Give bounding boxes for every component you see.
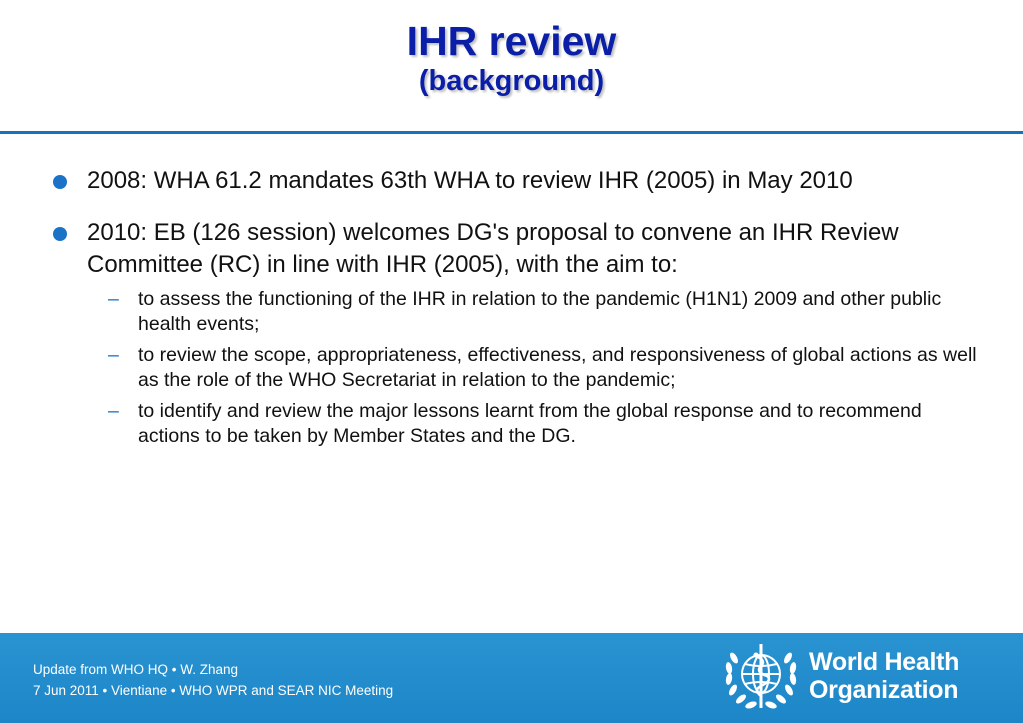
bullet-list: [50, 165, 980, 469]
sub-bullet-text: to identify and review the major lessons learnt from the global response and to recommend actions to be taken by Member States and the DG.: [138, 400, 922, 447]
who-logo-text: [809, 648, 959, 704]
sub-bullet-text: to review the scope, appropriateness, effectiveness, and responsiveness of global actions as well as the role of the WHO Secretariat in relation to the pandemic;: [138, 344, 977, 391]
footer-line-2: 7 Jun 2011 • Vientiane • WHO WPR and SEAR NIC Meeting: [33, 683, 394, 698]
dash-icon: –: [108, 400, 119, 422]
sub-bullet-item: [87, 287, 980, 337]
slide-title: IHR review: [406, 18, 617, 64]
sub-bullet-list: [87, 287, 980, 449]
footer-text: [33, 659, 393, 701]
sub-bullet-item: [87, 343, 980, 393]
title-block: [0, 18, 1023, 98]
who-logo-line-2: Organization: [809, 676, 959, 704]
footer-line-1: Update from WHO HQ • W. Zhang: [33, 662, 239, 677]
who-logo: [720, 638, 980, 716]
dash-icon: –: [108, 288, 119, 310]
slide-subtitle: (background): [418, 65, 605, 97]
sub-bullet-item: [87, 399, 980, 449]
who-logo-line-1: World Health: [809, 648, 960, 676]
sub-bullet-text: to assess the functioning of the IHR in relation to the pandemic (H1N1) 2009 and other public health events;: [138, 288, 942, 335]
bullet-item: [50, 217, 980, 449]
who-emblem-icon: [720, 638, 802, 716]
bullet-text: 2010: EB (126 session) welcomes DG's proposal to convene an IHR Review Committee (RC) in line with IHR (2005), with the aim to:: [87, 219, 899, 278]
bullet-dot-icon: [53, 175, 67, 189]
bullet-text: 2008: WHA 61.2 mandates 63th WHA to review IHR (2005) in May 2010: [87, 167, 853, 194]
dash-icon: –: [108, 344, 119, 366]
bullet-item: [50, 165, 980, 197]
title-divider: [0, 131, 1023, 134]
bullet-dot-icon: [53, 227, 67, 241]
